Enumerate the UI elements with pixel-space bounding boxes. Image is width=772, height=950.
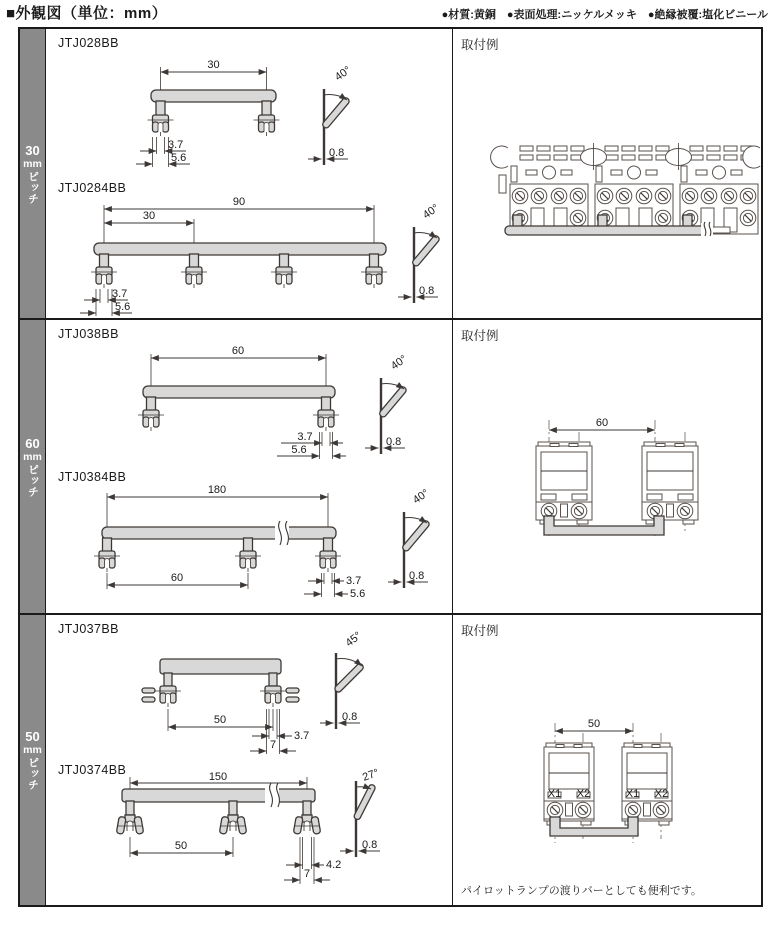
dim-fork-inner-label: 3.7 bbox=[294, 730, 310, 742]
jtj028bb-dimension-drawing bbox=[86, 57, 386, 182]
dim-fork-inner-label: 3.7 bbox=[346, 575, 362, 587]
dim-angle-label: 40° bbox=[410, 487, 432, 507]
pitch-value: 50 bbox=[25, 729, 40, 744]
model-label: JTJ038BB bbox=[58, 327, 119, 341]
terminal-label-x2: X2 bbox=[654, 788, 669, 800]
model-label: JTJ028BB bbox=[58, 36, 119, 50]
dim-pitch-label: 60 bbox=[170, 572, 184, 584]
terminal-label-x1: X1 bbox=[625, 788, 640, 800]
model-label: JTJ0374BB bbox=[58, 763, 127, 777]
drawings-cell-30mm bbox=[46, 29, 453, 318]
dim-angle-label: 27° bbox=[360, 766, 381, 784]
dim-span-label: 30 bbox=[207, 59, 220, 71]
dim-overall-label: 180 bbox=[207, 484, 227, 496]
model-label: JTJ0384BB bbox=[58, 470, 127, 484]
pitch-unit: mm bbox=[23, 450, 42, 463]
mounting-example-drawing-30mm bbox=[453, 29, 759, 319]
pitch-unit: mm bbox=[23, 744, 42, 756]
example-cell-50mm bbox=[453, 615, 761, 905]
pitch-value: 60 bbox=[25, 435, 40, 451]
drawings-cell-60mm bbox=[46, 320, 453, 613]
pilot-lamp-note: パイロットランプの渡りバーとしても便利です。 bbox=[461, 885, 702, 897]
jtj0284bb-dimension-drawing bbox=[56, 197, 448, 317]
dim-thickness-label: 0.8 bbox=[329, 147, 345, 159]
outline-drawing-table bbox=[18, 27, 763, 907]
dim-angle-label: 40° bbox=[332, 64, 354, 84]
pitch-suffix: ピッチ bbox=[26, 463, 39, 497]
pitch-suffix: ピッチ bbox=[26, 757, 39, 790]
terminal-label-x1: X1 bbox=[547, 788, 562, 800]
table-row-60mm bbox=[20, 320, 761, 615]
terminal-label-x2: X2 bbox=[576, 788, 591, 800]
mounting-example-drawing-60mm bbox=[453, 320, 759, 615]
dim-fork-inner-label: 4.2 bbox=[326, 859, 342, 871]
example-dim-label: 50 bbox=[587, 718, 601, 730]
dim-fork-inner-label: 3.7 bbox=[168, 139, 184, 151]
pitch-cell-30mm bbox=[20, 29, 46, 318]
mounting-example-drawing-50mm bbox=[453, 615, 759, 907]
pitch-unit: mm bbox=[23, 157, 42, 170]
dim-overall-label: 150 bbox=[208, 771, 228, 783]
jtj0384bb-dimension-drawing bbox=[56, 485, 448, 610]
pitch-value: 30 bbox=[25, 142, 40, 158]
pitch-cell-50mm bbox=[20, 615, 46, 905]
dim-fork-outer-label: 5.6 bbox=[350, 588, 366, 600]
dim-overall-label: 90 bbox=[232, 196, 246, 208]
dim-fork-outer-label: 5.6 bbox=[115, 301, 131, 313]
page-title: ■外観図（単位：mm） bbox=[6, 5, 168, 22]
dim-span-label: 60 bbox=[231, 345, 245, 357]
pitch-suffix: ピッチ bbox=[26, 170, 39, 204]
mounting-example-label: 取付例 bbox=[461, 624, 499, 638]
dim-pitch-label: 50 bbox=[174, 840, 188, 852]
dim-fork-outer-label: 7 bbox=[303, 868, 311, 880]
dim-thickness-label: 0.8 bbox=[386, 436, 402, 448]
material-specs: ●材質:黄銅 ●表面処理:ニッケルメッキ ●絶縁被覆:塩化ビニール bbox=[441, 9, 768, 21]
jtj038bb-dimension-drawing bbox=[91, 346, 441, 476]
dim-fork-outer-label: 5.6 bbox=[171, 152, 187, 164]
mounting-example-label: 取付例 bbox=[461, 38, 499, 52]
dim-fork-inner-label: 3.7 bbox=[112, 288, 128, 300]
dim-fork-inner-label: 3.7 bbox=[297, 431, 313, 443]
dim-thickness-label: 0.8 bbox=[419, 285, 435, 297]
drawings-cell-50mm bbox=[46, 615, 453, 905]
mounting-example-label: 取付例 bbox=[461, 329, 499, 343]
dim-fork-outer-label: 7 bbox=[269, 739, 277, 751]
pitch-cell-60mm bbox=[20, 320, 46, 613]
model-label: JTJ0284BB bbox=[58, 181, 127, 195]
example-cell-30mm bbox=[453, 29, 761, 318]
page-header bbox=[6, 2, 768, 23]
model-label: JTJ037BB bbox=[58, 622, 119, 636]
dim-angle-label: 45° bbox=[343, 629, 364, 650]
dim-thickness-label: 0.8 bbox=[342, 711, 358, 723]
dim-fork-outer-label: 5.6 bbox=[291, 444, 307, 456]
example-cell-60mm bbox=[453, 320, 761, 613]
example-dim-label: 60 bbox=[595, 417, 609, 429]
dim-angle-label: 40° bbox=[388, 353, 410, 373]
dim-angle-label: 40° bbox=[420, 202, 442, 222]
dim-thickness-label: 0.8 bbox=[362, 839, 378, 851]
dim-span-label: 50 bbox=[213, 714, 227, 726]
table-row-30mm bbox=[20, 29, 761, 320]
dim-pitch-label: 30 bbox=[142, 210, 156, 222]
table-row-50mm bbox=[20, 615, 761, 905]
dim-thickness-label: 0.8 bbox=[409, 570, 425, 582]
